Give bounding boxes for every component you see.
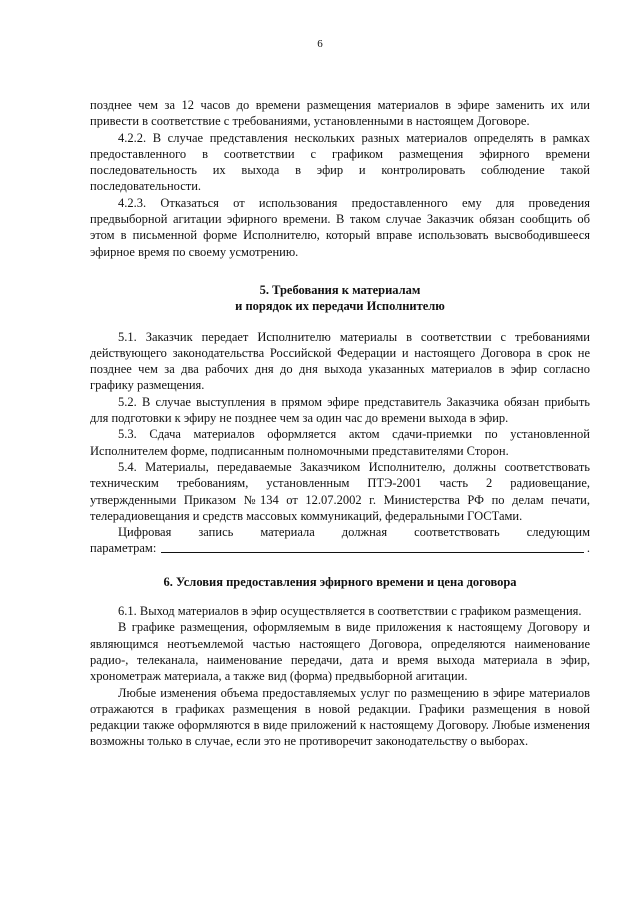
paragraph-4-2-2: 4.2.2. В случае представления нескольких разных материалов определять в рамках предоставленного в соответствии с графиком размещения эфирного времени последовательность их выхода в эфир и контролировать соблюдение такой последовательности. [90,130,590,194]
parameters-label: параметрам: [90,541,157,556]
paragraph-6-1: 6.1. Выход материалов в эфир осуществляется в соответствии с графиком размещения. [118,604,582,619]
section-5-title-line1: 5. Требования к материалам [259,282,421,297]
paragraph-6-schedule: В графике размещения, оформляемым в виде приложения к настоящему Договору и являющимся неотъемлемой частью настоящего Договора, определяются наименование радио-, телеканала, наименование передачи, дата и время выхода материала в эфир, хронометраж материала, а также вид (форма) предвыборной агитации. [90,620,590,684]
paragraph-5-1: 5.1. Заказчик передает Исполнителю материалы в соответствии с требованиями действующего законодательства Российской Федерации и настоящего Договора в срок не позднее чем за два рабочих дня до дня выхода указанных материалов в эфир согласно графику размещения. [90,329,590,393]
paragraph-5-4: 5.4. Материалы, передаваемые Заказчиком Исполнителю, должны соответствовать техническим требованиям, установленным ПТЭ-2001 часть 2 радиовещание, утвержденными Приказом №134 от 12.07.2002 г. Министерства РФ по делам печати, телерадиовещания и средств массовых коммуникаций, федеральными ГОСТами. [90,459,590,523]
paragraph-6-changes: Любые изменения объема предоставляемых услуг по размещению в эфире материалов отражаются в графиках размещения в новой редакции. Графики размещения в новой редакции также оформляются в виде приложений к настоящему Договору. Любые изменения возможны только в случае, если это не противоречит законодательству о выборах. [90,685,590,749]
document-body [90,97,590,750]
section-5-title-line2: и порядок их передачи Исполнителю [235,299,445,314]
page-number: 6 [317,38,323,50]
paragraph-5-5-line1: Цифровая запись материала должная соответствовать следующим [118,525,590,540]
section-6-title: 6. Условия предоставления эфирного времени и цена договора [163,574,517,589]
parameters-end-period: . [586,541,590,556]
paragraph-5-2: 5.2. В случае выступления в прямом эфире представитель Заказчика обязан прибыть для подготовки к эфиру не позднее чем за один час до времени выхода в эфир. [90,394,590,426]
parameters-line [90,540,590,556]
paragraph-4-2-3: 4.2.3. Отказаться от использования предоставленного ему для проведения предвыборной агитации эфирного времени. В таком случае Заказчик обязан сообщить об этом в письменной форме Исполнителю, который вправе использовать высвободившееся эфирное время по своему усмотрению. [90,195,590,259]
section-5-title [90,282,590,315]
paragraph-5-3: 5.3. Сдача материалов оформляется актом сдачи-приемки по установленной Исполнителем форме, подписанным полномочными представителями Сторон. [90,427,590,458]
parameters-blank-underline [161,551,584,553]
paragraph-4-2-1-continued: позднее чем за 12 часов до времени размещения материалов в эфире заменить их или привести в соответствие с требованиями, установленными в настоящем Договоре. [90,98,590,129]
